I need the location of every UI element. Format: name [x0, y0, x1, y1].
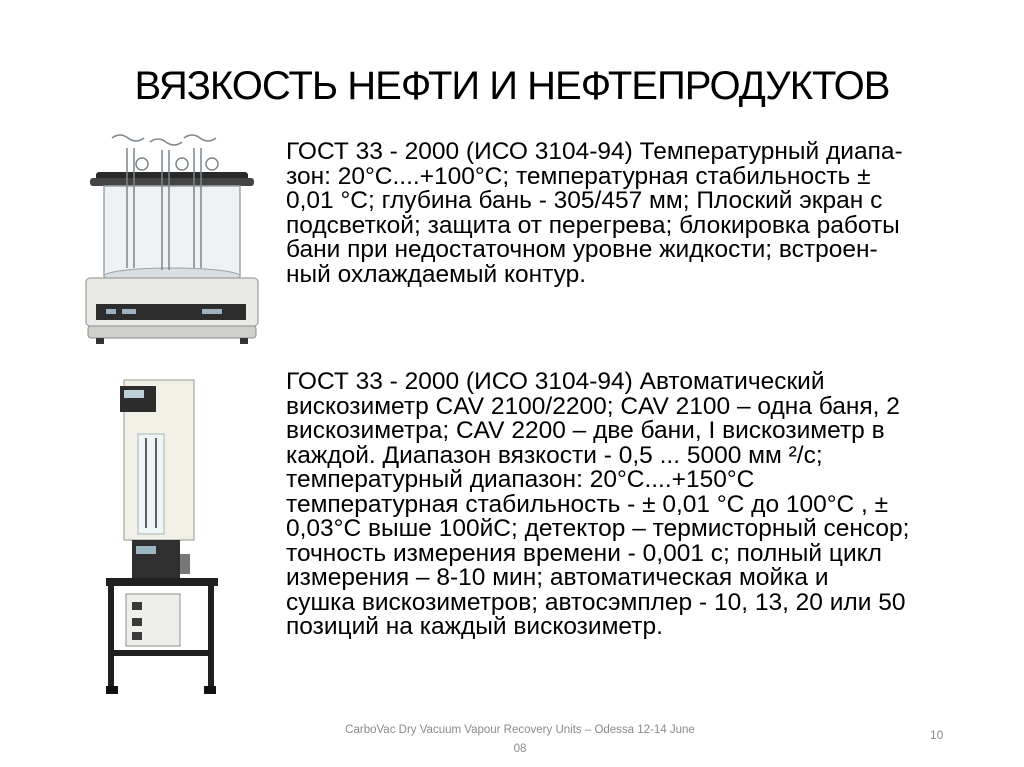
bath-description-paragraph: ГОСТ 33 - 2000 (ИСО 3104-94) Температурный диапа- зон: 20°С....+100°С; температурная стабильность ± 0,01 °С; глубина бань - 305/457 мм; Плоский экран с подсветкой; защита от перегрева; блокировка работы бани при недостаточном уровне жидкости; встроен- ный охлаждаемый контур.	[286, 138, 903, 288]
viscometer-description-paragraph: ГОСТ 33 - 2000 (ИСО 3104-94) Автоматический вискозиметр CAV 2100/2200; CAV 2100 – одна баня, 2 вискозиметра; CAV 2200 – две бани, I вискозиметр в каждой. Диапазон вязкости - 0,5 ... 5000 мм ²/с; температурный диапазон: 20°С....+150°С температурная стабильность - ± 0,01 °С до 100°С , ± 0,03°С выше 100йС; детектор – термисторный сенсор; точность измерения времени - 0,001 с; полный цикл измерения – 8-10 мин; автоматическая мойка и сушка вискозиметров; автосэмплер - 10, 13, 20 или 50 позиций на каждый вискозиметр.	[286, 368, 910, 640]
automatic-viscometer-image	[98, 378, 222, 696]
viscosity-bath-image	[82, 128, 262, 346]
page-number: 10	[930, 728, 944, 742]
slide-footer: CarboVac Dry Vacuum Vapour Recovery Units – Odessa 12-14 June 08	[345, 724, 695, 755]
slide-title: ВЯЗКОСТЬ НЕФТИ И НЕФТЕПРОДУКТОВ	[134, 64, 890, 108]
